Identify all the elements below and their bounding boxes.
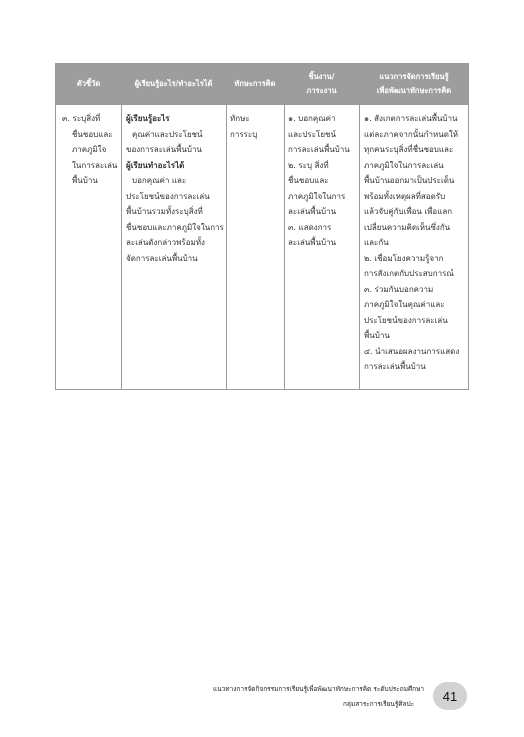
work-line: ภาคภูมิใจในการ — [288, 191, 346, 201]
approach-line: ๔. นำเสนอผลงานการแสดง — [364, 346, 460, 356]
approach-line: ภาคภูมิใจในการละเล่น — [364, 160, 444, 170]
header-work-line2: ภาระงาน — [306, 86, 337, 95]
header-indicator — [56, 64, 121, 104]
work-line: ละเล่นพื้นบ้าน — [288, 207, 337, 216]
header-skill-text: ทักษะการคิด — [234, 79, 276, 88]
header-approach-line1: แนวการจัดการเรียนรู้ — [379, 72, 449, 81]
learn-line: จัดการละเล่นพื้นบ้าน — [126, 253, 198, 263]
skill-line: การระบุ — [230, 129, 258, 139]
skill-line: ทักษะ — [230, 114, 250, 123]
approach-line: และกัน — [364, 238, 389, 247]
approach-line: ทุกคนระบุสิ่งที่ชื่นชอบและ — [364, 145, 454, 154]
table-header — [56, 64, 468, 105]
column-divider — [226, 64, 227, 389]
work-line: การละเล่นพื้นบ้าน — [288, 145, 350, 154]
approach-line: การสังเกตกับประสบการณ์ — [364, 269, 454, 278]
cell-indicator — [62, 111, 117, 189]
approach-line: แล้วจับคู่กับเพื่อน เพื่อแลก — [364, 207, 453, 216]
indicator-line: ในการละเล่น — [72, 160, 118, 170]
page-number: 41 — [442, 688, 458, 704]
learn-line: ละเล่นดังกล่าวพร้อมทั้ง — [126, 238, 205, 247]
approach-line: พื้นบ้าน — [364, 331, 390, 340]
learn-line: คุณค่าและประโยชน์ — [132, 129, 203, 139]
header-learn — [121, 64, 226, 104]
footer-subject: กลุ่มสาระการเรียนรู้ศิลปะ — [343, 700, 415, 708]
cell-work — [288, 111, 350, 251]
indicator-line: ภาคภูมิใจ — [72, 145, 107, 154]
work-line: และประโยชน์ — [288, 129, 336, 139]
approach-line: แต่ละภาคจากนั้นกำหนดให้ — [364, 129, 459, 139]
approach-line: ๒. เชื่อมโยงความรู้จาก — [364, 253, 444, 263]
indicator-line: ๓. ระบุสิ่งที่ — [62, 114, 101, 123]
learn-line: บอกคุณค่า และ — [132, 176, 187, 185]
cell-learn — [126, 111, 224, 266]
learn-line: พื้นบ้านรวมทั้งระบุสิ่งที่ — [126, 207, 203, 216]
header-approach-line2: เพื่อพัฒนาทักษะการคิด — [376, 86, 452, 95]
learn-heading: ผู้เรียนทำอะไรได้ — [126, 160, 185, 170]
header-skill — [226, 64, 284, 104]
approach-line: การละเล่นพื้นบ้าน — [364, 362, 426, 371]
work-line: ชื่นชอบและ — [288, 176, 329, 185]
footer-book-title: แนวทางการจัดกิจกรรมการเรียนรู้เพื่อพัฒนาทักษะการคิด ระดับประถมศึกษา — [213, 685, 424, 693]
column-divider — [121, 64, 122, 389]
approach-line: พื้นบ้านออกมาเป็นประเด็น — [364, 176, 455, 185]
header-work-line1: ชิ้นงาน/ — [308, 72, 335, 81]
approach-line: ภาคภูมิใจในคุณค่าและ — [364, 300, 445, 309]
approach-line: ประโยชน์ของการละเล่น — [364, 315, 448, 325]
cell-skill — [230, 111, 257, 142]
column-divider — [359, 64, 360, 389]
column-divider — [284, 64, 285, 389]
approach-line: ๓. ร่วมกันบอกความ — [364, 284, 434, 294]
learn-line: ประโยชน์ของการละเล่น — [126, 191, 210, 201]
header-indicator-text: ตัวชี้วัด — [76, 79, 101, 88]
page-number-badge — [433, 682, 467, 710]
indicator-line: ชื่นชอบและ — [72, 129, 113, 139]
approach-line: เปลี่ยนความคิดเห็นซึ่งกัน — [364, 222, 451, 232]
header-approach — [359, 64, 469, 104]
approach-line: พร้อมทั้งเหตุผลที่สอดรับ — [364, 191, 446, 201]
approach-line: ๑. สังเกตการละเล่นพื้นบ้าน — [364, 114, 458, 123]
learn-line: ของการละเล่นพื้นบ้าน — [126, 145, 202, 154]
header-work — [284, 64, 359, 104]
work-line: ๒. ระบุ สิ่งที่ — [288, 160, 329, 170]
work-line: ๑. บอกคุณค่า — [288, 114, 336, 123]
learn-line: ชื่นชอบและภาคภูมิใจในการ — [126, 222, 224, 232]
indicator-line: พื้นบ้าน — [72, 176, 98, 185]
work-line: ๓. แสดงการ — [288, 222, 332, 232]
content-table — [55, 63, 469, 390]
cell-approach — [364, 111, 459, 375]
learn-heading: ผู้เรียนรู้อะไร — [126, 114, 170, 123]
header-learn-text: ผู้เรียนรู้อะไร/ทำอะไรได้ — [134, 79, 213, 88]
work-line: ละเล่นพื้นบ้าน — [288, 238, 337, 247]
